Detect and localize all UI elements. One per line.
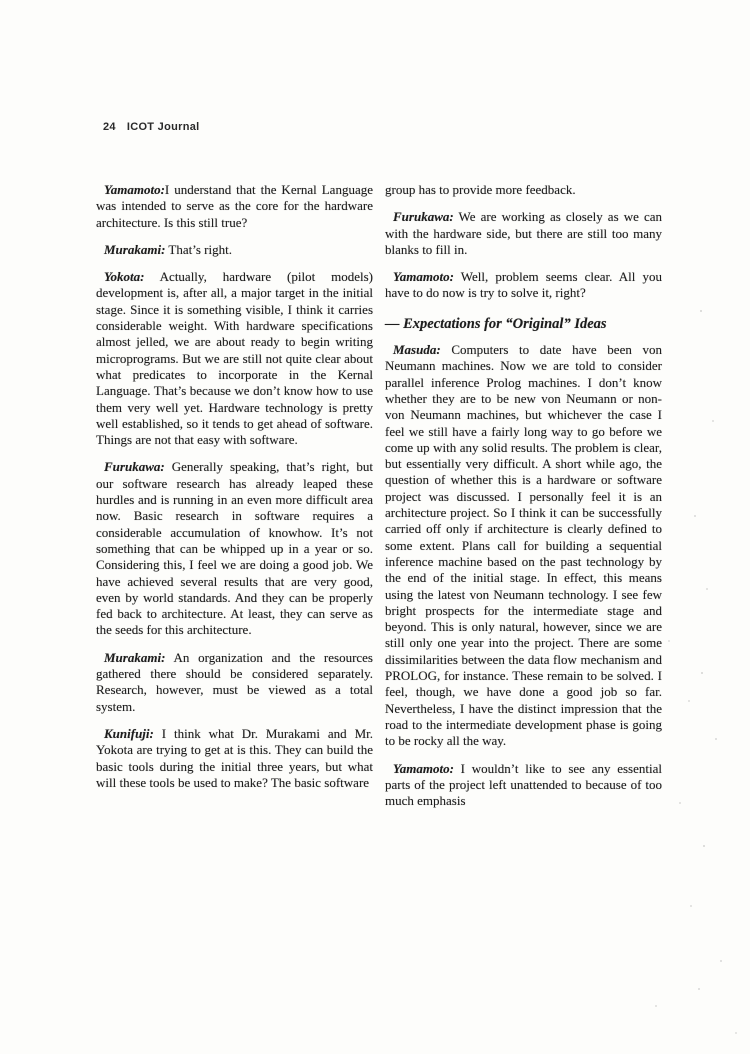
right-column xyxy=(385,182,662,820)
paragraph-text: group has to provide more feedback. xyxy=(385,182,576,197)
paragraph-yokota xyxy=(96,269,373,448)
speaker-name: Furukawa: xyxy=(104,459,165,475)
paragraph-yamamoto-2 xyxy=(385,269,662,302)
speaker-name: Kunifuji: xyxy=(104,725,154,741)
paragraph-masuda xyxy=(385,342,662,749)
paragraph-furukawa-2 xyxy=(385,209,662,258)
speaker-name: Murakami: xyxy=(104,649,166,665)
speaker-name: Yamamoto: xyxy=(393,760,454,776)
left-column xyxy=(96,182,373,802)
paragraph-murakami-1 xyxy=(96,242,373,258)
paragraph-continuation xyxy=(385,182,662,198)
paragraph-text: I wouldn’t like to see any essential parts of the project left unattended to because of too much emphasis xyxy=(385,760,662,809)
paragraph-yamamoto-1 xyxy=(96,182,373,231)
paragraph-text: Computers to date have been von Neumann machines. Now we are told to consider parallel inference Prolog machines. I don’t know whether they are to be new von Neumann or non-von Neumann machines, but whichever the case I feel we still have a fairly long way to go before we come up with any solid results. The problem is clear, but essentially very difficult. A short while ago, the question of whether this is a hardware or software project was discussed. I personally feel it is an architecture project. So I think it can be successfully carried off only if architecture is clearly defined to some extent. Plans call for building a sequential inference machine based on the past technology by the end of the initial stage. In effect, this means using the latest von Neumann technology. I see few bright prospects for the intermediate stage and beyond. This is only natural, however, since we are still only one year into the project. There are some dissimilarities between the data flow mechanism and PROLOG, for instance. These remain to be solved. I feel, though, we have done a good job so far. Nevertheless, I have the distinct impression that the road to the intermediate development phase is going to be rocky all the way. xyxy=(385,342,662,749)
journal-title: ICOT Journal xyxy=(126,121,200,133)
paragraph-text: That’s right. xyxy=(165,241,232,257)
paragraph-text: Generally speaking, that’s right, but our software research has already leaped these hurdles and is running in an even more difficult area now. Basic research in software requires a considerable accumulation of knowhow. It’s not something that can be whipped up in a year or so. Considering this, I feel we are doing a good job. We have achieved several results that are very good, even by world standards. And they can be properly fed back to architecture. At least, they can serve as the seeds for this architecture. xyxy=(96,459,373,638)
speaker-name: Yamamoto: xyxy=(104,182,165,197)
page-number: 24 xyxy=(103,121,116,133)
running-head xyxy=(103,121,200,133)
speaker-name: Murakami: xyxy=(104,241,166,257)
speaker-name: Yamamoto: xyxy=(393,269,454,285)
paragraph-furukawa-1 xyxy=(96,459,373,638)
paragraph-text: I think what Dr. Murakami and Mr. Yokota are trying to get at is this. They can build the basic tools during the initial three years, but what will these tools be used to make? The basic software xyxy=(96,725,373,790)
paragraph-text: We are working as closely as we can with the hardware side, but there are still too many blanks to fill in. xyxy=(385,209,662,257)
paragraph-yamamoto-3 xyxy=(385,761,662,810)
paragraph-kunifuji xyxy=(96,726,373,791)
paragraph-text: I understand that the Kernal Language was intended to serve as the core for the hardware architecture. Is this still true? xyxy=(96,182,373,230)
paragraph-text: Actually, hardware (pilot models) development is, after all, a major target in the initial stage. Since it is something visible, I think it carries considerable weight. With hardware specifications almost jelled, we are about ready to begin writing microprograms. But we are still not quite clear about what predicates to incorporate in the Kernal Language. That’s because we don’t know how to use them very well yet. Hardware technology is pretty well established, so it tends to get ahead of software. Things are not that easy with software. xyxy=(96,269,373,448)
speaker-name: Masuda: xyxy=(393,342,441,358)
speaker-name: Furukawa: xyxy=(393,209,454,225)
paragraph-text: Well, problem seems clear. All you have to do now is try to solve it, right? xyxy=(385,269,662,301)
paragraph-murakami-2 xyxy=(96,650,373,715)
paragraph-text: An organization and the resources gathered there should be considered separately. Research, however, must be viewed as a total system. xyxy=(96,649,373,714)
section-heading: — Expectations for “Original” Ideas xyxy=(385,315,607,332)
speaker-name: Yokota: xyxy=(104,269,145,285)
scan-noise-speckles xyxy=(0,0,2,2)
